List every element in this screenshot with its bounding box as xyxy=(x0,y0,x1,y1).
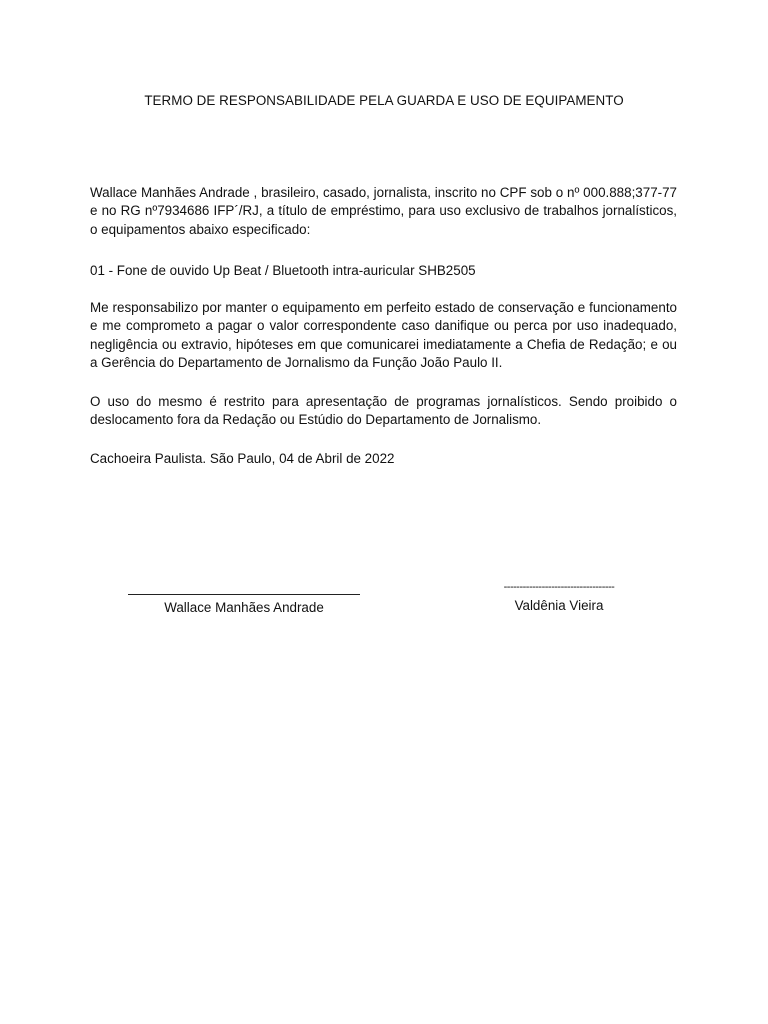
signature-block-right xyxy=(468,580,650,615)
signature-line-right: ----------------------------------- xyxy=(503,581,615,593)
paragraph-declaration: Wallace Manhães Andrade , brasileiro, casado, jornalista, inscrito no CPF sob o nº 000.888;377-77 e no RG nº7934686 IFP´/RJ, a título de empréstimo, para uso exclusivo de trabalhos jornalísticos, o equipamentos abaixo especificado: xyxy=(90,185,677,237)
signature-line-left xyxy=(128,580,360,595)
paragraph-place-date: Cachoeira Paulista. São Paulo, 04 de Abril de 2022 xyxy=(90,451,395,466)
signature-name-left: Wallace Manhães Andrade xyxy=(164,600,324,615)
paragraph-responsibility: Me responsabilizo por manter o equipamento em perfeito estado de conservação e funcionamento e me comprometo a pagar o valor correspondente caso danifique ou perca por uso inadequado, negligência ou extravio, hipóteses em que comunicarei imediatamente a Chefia de Redação; e ou a Gerência do Departamento de Jornalismo da Função João Paulo II. xyxy=(90,300,677,370)
document-title: TERMO DE RESPONSABILIDADE PELA GUARDA E USO DE EQUIPAMENTO xyxy=(144,93,624,108)
signature-name-right: Valdênia Vieira xyxy=(514,598,604,613)
paragraph-usage-restriction: O uso do mesmo é restrito para apresentação de programas jornalísticos. Sendo proibido o deslocamento fora da Redação ou Estúdio do Departamento de Jornalismo. xyxy=(90,394,677,428)
signature-block-left xyxy=(128,580,360,617)
paragraph-equipment: 01 - Fone de ouvido Up Beat / Bluetooth intra-auricular SHB2505 xyxy=(90,263,476,278)
